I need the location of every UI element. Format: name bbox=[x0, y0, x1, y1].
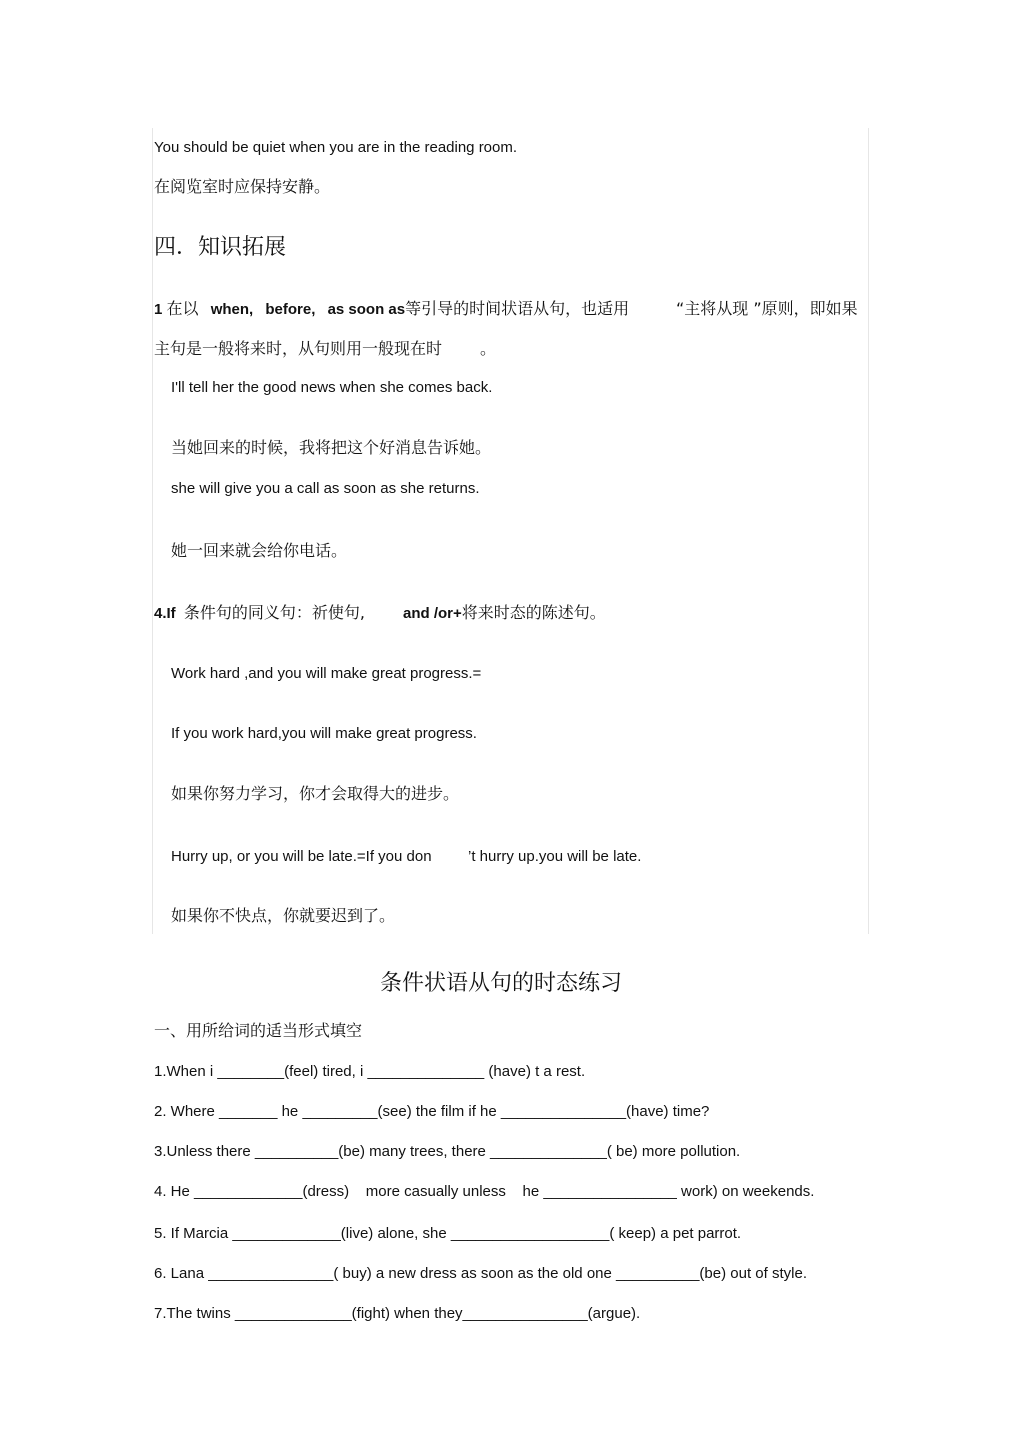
section-heading: 四．知识拓展 bbox=[154, 235, 287, 260]
rule-1-mid: 等引导的时间状语从句，也适用 bbox=[405, 299, 630, 318]
exercise-item-5: 5. If Marcia _____________(live) alone, she ___________________( keep) a pet parrot. bbox=[154, 1225, 742, 1242]
rule-1-pre: 在以 bbox=[166, 299, 199, 318]
rule-1-line-1 bbox=[154, 299, 629, 320]
rule-1-quote: “主将从现 ”原则，即如果 bbox=[676, 299, 858, 318]
rule-4-number: 4.If bbox=[154, 605, 176, 622]
example-3-en: Work hard ,and you will make great progress.= bbox=[171, 665, 482, 682]
example-2-en: she will give you a call as soon as she returns. bbox=[171, 480, 480, 497]
right-border-line bbox=[868, 128, 869, 934]
exercise-item-6: 6. Lana _______________( buy) a new dress as soon as the old one __________(be) out of style. bbox=[154, 1265, 807, 1282]
rule-1-line-2: 主句是一般将来时，从句则用一般现在时 bbox=[154, 339, 443, 358]
exercise-item-2: 2. Where _______ he _________(see) the film if he _______________(have) time? bbox=[154, 1103, 710, 1120]
rule-1-end: 。 bbox=[480, 339, 497, 358]
example-5-en-b: ’t hurry up.you will be late. bbox=[468, 848, 642, 865]
example-sentence-cn: 在阅览室时应保持安静。 bbox=[154, 177, 331, 196]
example-sentence-en: You should be quiet when you are in the reading room. bbox=[154, 139, 518, 156]
rule-4-text: 条件句的同义句：祈使句, bbox=[183, 603, 365, 622]
exercise-item-3: 3.Unless there __________(be) many trees, there ______________( be) more pollution. bbox=[154, 1143, 741, 1160]
exercise-item-4: 4. He _____________(dress) more casually unless he ________________ work) on weekends. bbox=[154, 1183, 815, 1200]
rule-4-keyword: and /or+ bbox=[403, 605, 462, 622]
example-4-en: If you work hard,you will make great progress. bbox=[171, 725, 477, 742]
example-1-cn: 当她回来的时候，我将把这个好消息告诉她。 bbox=[171, 438, 492, 457]
example-4-cn: 如果你努力学习，你才会取得大的进步。 bbox=[171, 784, 460, 803]
exercise-item-1: 1.When i ________(feel) tired, i ______________ (have) t a rest. bbox=[154, 1063, 586, 1080]
rule-4-line-b bbox=[403, 603, 606, 624]
practice-instruction: 一、用所给词的适当形式填空 bbox=[154, 1021, 363, 1040]
example-2-cn: 她一回来就会给你电话。 bbox=[171, 541, 348, 560]
example-5-cn: 如果你不快点，你就要迟到了。 bbox=[171, 906, 396, 925]
practice-title: 条件状语从句的时态练习 bbox=[380, 971, 623, 996]
left-border-line bbox=[152, 128, 153, 934]
rule-1-keyword-as-soon-as: as soon as bbox=[327, 301, 406, 318]
rule-1-keyword-when: when, bbox=[210, 301, 254, 318]
rule-4-line bbox=[154, 603, 365, 624]
rule-4-rest: 将来时态的陈述句。 bbox=[461, 603, 606, 622]
example-1-en: I'll tell her the good news when she comes back. bbox=[171, 379, 493, 396]
rule-1-number: 1 bbox=[154, 301, 163, 318]
example-5-en-a: Hurry up, or you will be late.=If you don bbox=[171, 848, 432, 865]
rule-1-keyword-before: before, bbox=[265, 301, 316, 318]
exercise-item-7: 7.The twins ______________(fight) when they_______________(argue). bbox=[154, 1305, 641, 1322]
